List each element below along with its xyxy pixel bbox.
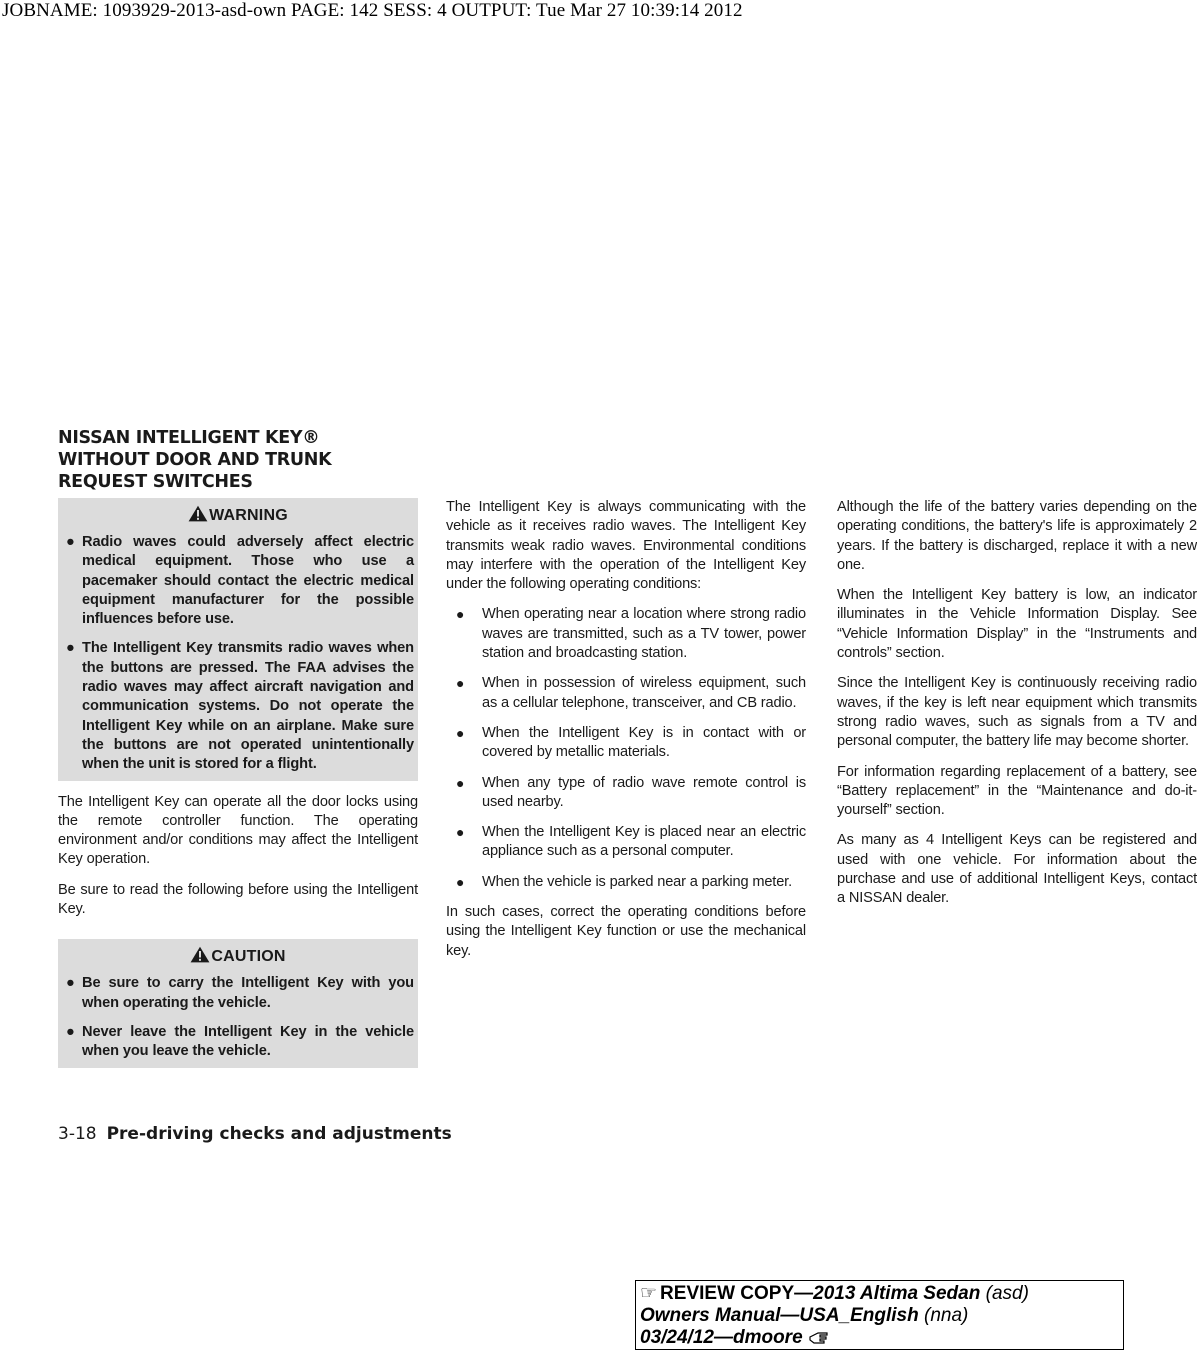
bullet: ● bbox=[456, 724, 465, 741]
model-name: 2013 Altima Sedan bbox=[813, 1283, 981, 1304]
condition-item bbox=[446, 774, 806, 813]
page-footer bbox=[58, 1124, 452, 1144]
pointing-hand-icon: ☞ bbox=[640, 1283, 658, 1304]
review-label: REVIEW COPY— bbox=[660, 1283, 814, 1304]
section-title-line-3: REQUEST SWITCHES bbox=[58, 472, 253, 492]
warning-box bbox=[58, 498, 418, 781]
bullet: ● bbox=[66, 534, 75, 550]
warning-item-text: The Intelligent Key transmits radio waves when the buttons are pressed. The FAA advises the radio waves may affect aircraft navigation and communication systems. Do not operate the Intelligent Key while on an airplane. Make sure the buttons are not operated unintentionally when the unit is stored for a flight. bbox=[82, 640, 414, 773]
paragraph: Although the life of the battery varies depending on the operating conditions, the battery's life is approximately 2 years. If the battery is discharged, replace it with a new one. bbox=[837, 499, 1197, 573]
column-2 bbox=[446, 498, 806, 972]
bullet: ● bbox=[456, 675, 465, 692]
page-number: 3-18 bbox=[58, 1124, 97, 1144]
paragraph: The Intelligent Key is always communicating with the vehicle as it receives radio waves. The Intelligent Key transmits weak radio waves. Environmental conditions may interfere with the operation of the Intelligent Key under the following operating conditions: bbox=[446, 499, 806, 593]
bullet: ● bbox=[66, 1023, 75, 1040]
bullet: ● bbox=[456, 606, 465, 623]
condition-item bbox=[446, 724, 806, 763]
condition-text: When in possession of wireless equipment, such as a cellular telephone, transceiver, and CB radio. bbox=[482, 675, 806, 711]
warning-triangle-icon bbox=[190, 946, 210, 963]
caution-item bbox=[62, 1023, 414, 1062]
conditions-list bbox=[446, 605, 806, 892]
section-title-line-2: WITHOUT DOOR AND TRUNK bbox=[58, 450, 332, 470]
review-line-3 bbox=[640, 1327, 1123, 1349]
manual-code: (nna) bbox=[918, 1305, 969, 1326]
bullet: ● bbox=[456, 824, 465, 841]
warning-header bbox=[62, 502, 414, 533]
condition-text: When the Intelligent Key is in contact with or covered by metallic materials. bbox=[482, 724, 806, 761]
condition-item bbox=[446, 674, 806, 713]
warning-title: WARNING bbox=[209, 507, 288, 524]
caution-item bbox=[62, 974, 414, 1013]
review-copy-box bbox=[635, 1280, 1124, 1350]
review-date-author: 03/24/12—dmoore bbox=[640, 1327, 803, 1348]
warning-item bbox=[62, 639, 414, 774]
condition-text: When operating near a location where strong radio waves are transmitted, such as a TV tower, power station and broadcasting station. bbox=[482, 606, 806, 662]
caution-list bbox=[62, 974, 414, 1061]
warning-triangle-icon bbox=[188, 505, 208, 522]
chapter-title: Pre-driving checks and adjustments bbox=[106, 1124, 452, 1144]
paragraph: Since the Intelligent Key is continuously receiving radio waves, if the key is left near equipment which transmits strong radio waves, such as signals from a TV and personal computer, the battery life may become shorter. bbox=[837, 675, 1197, 750]
section-title-line-1: NISSAN INTELLIGENT KEY® bbox=[58, 428, 320, 448]
manual-name: Owners Manual—USA_English bbox=[640, 1305, 919, 1326]
bullet: ● bbox=[456, 774, 465, 791]
review-line-1 bbox=[640, 1283, 1123, 1305]
model-code: (asd) bbox=[980, 1283, 1029, 1304]
condition-text: When the vehicle is parked near a parking meter. bbox=[482, 873, 792, 890]
bullet: ● bbox=[456, 873, 465, 890]
paragraph: When the Intelligent Key battery is low, an indicator illuminates in the Vehicle Information Display. See “Vehicle Information Display” in the “Instruments and controls” section. bbox=[837, 587, 1197, 662]
section-title bbox=[58, 427, 458, 493]
review-line-2 bbox=[640, 1305, 1123, 1327]
condition-item bbox=[446, 605, 806, 663]
warning-item bbox=[62, 533, 414, 629]
paragraph: The Intelligent Key can operate all the door locks using the remote controller function. The operating environment and/or conditions may affect the Intelligent Key operation. bbox=[58, 793, 418, 868]
caution-box bbox=[58, 939, 418, 1067]
job-header: JOBNAME: 1093929-2013-asd-own PAGE: 142 SESS: 4 OUTPUT: Tue Mar 27 10:39:14 2012 bbox=[2, 0, 743, 21]
paragraph: In such cases, correct the operating conditions before using the Intelligent Key function or use the mechanical key. bbox=[446, 904, 806, 959]
caution-item-text: Never leave the Intelligent Key in the vehicle when you leave the vehicle. bbox=[82, 1023, 414, 1060]
condition-item bbox=[446, 823, 806, 862]
condition-text: When any type of radio wave remote control is used nearby. bbox=[482, 774, 806, 810]
writing-hand-icon bbox=[808, 1329, 830, 1345]
condition-item bbox=[446, 873, 806, 892]
warning-list bbox=[62, 533, 414, 775]
paragraph: As many as 4 Intelligent Keys can be registered and used with one vehicle. For information about the purchase and use of additional Intelligent Keys, contact a NISSAN dealer. bbox=[837, 832, 1197, 907]
paragraph: For information regarding replacement of a battery, see “Battery replacement” in the “Maintenance and do-it-yourself” section. bbox=[837, 763, 1197, 819]
condition-text: When the Intelligent Key is placed near an electric appliance such as a personal computer. bbox=[482, 824, 806, 860]
paragraph: Be sure to read the following before using the Intelligent Key. bbox=[58, 881, 418, 918]
column-1 bbox=[58, 498, 418, 1080]
bullet: ● bbox=[66, 975, 75, 992]
bullet: ● bbox=[66, 640, 75, 657]
caution-item-text: Be sure to carry the Intelligent Key with you when operating the vehicle. bbox=[82, 975, 414, 1011]
caution-title: CAUTION bbox=[211, 948, 286, 966]
column-3 bbox=[837, 498, 1197, 920]
caution-header bbox=[62, 943, 414, 974]
warning-item-text: Radio waves could adversely affect electric medical equipment. Those who use a pacemaker should contact the electric medical equipment manufacturer for the possible influences before use. bbox=[82, 534, 414, 628]
